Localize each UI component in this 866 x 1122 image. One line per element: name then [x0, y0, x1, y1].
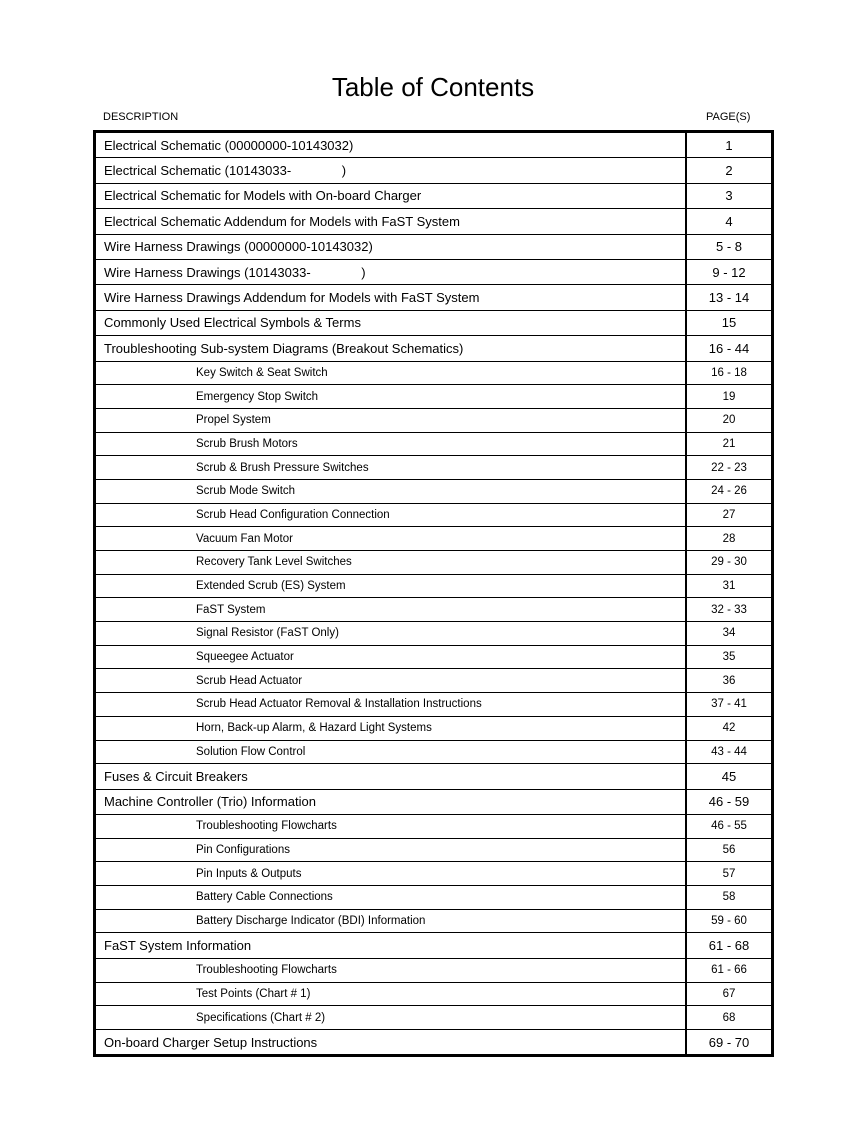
toc-subsection-row	[95, 527, 773, 551]
toc-entry-pages: 43 - 44	[686, 740, 773, 764]
toc-entry-description: On-board Charger Setup Instructions	[104, 1034, 318, 1050]
toc-section-row	[95, 285, 773, 310]
toc-entry-description: Solution Flow Control	[95, 740, 687, 764]
toc-entry-pages: 61 - 68	[686, 933, 773, 958]
toc-entry-pages: 31	[686, 574, 773, 598]
toc-entry-pages: 3	[686, 183, 773, 208]
toc-entry-description: Vacuum Fan Motor	[95, 527, 687, 551]
toc-entry-description: Scrub Head Actuator	[95, 669, 687, 693]
toc-subsection-row	[95, 622, 773, 646]
toc-entry-description: Commonly Used Electrical Symbols & Terms	[95, 310, 687, 335]
toc-entry-pages: 15	[686, 310, 773, 335]
toc-entry-description: Battery Discharge Indicator (BDI) Information	[95, 909, 687, 933]
toc-entry-pages: 35	[686, 645, 773, 669]
toc-entry-description: Wire Harness Drawings (00000000-10143032)	[95, 234, 687, 259]
toc-subsection-row	[95, 886, 773, 910]
toc-subsection-row	[95, 958, 773, 982]
toc-entry-description: Troubleshooting Sub-system Diagrams (Breakout Schematics)	[95, 336, 687, 361]
toc-entry-description: Pin Inputs & Outputs	[95, 862, 687, 886]
toc-subsection-row	[95, 456, 773, 480]
toc-entry-description: Specifications (Chart # 2)	[95, 1006, 687, 1030]
toc-entry-description: Troubleshooting Flowcharts	[95, 958, 687, 982]
toc-subsection-row	[95, 669, 773, 693]
toc-entry-pages: 61 - 66	[686, 958, 773, 982]
toc-entry-pages: 34	[686, 622, 773, 646]
toc-entry-pages: 46 - 55	[686, 814, 773, 838]
toc-entry-description: Machine Controller (Trio) Information	[95, 789, 687, 814]
toc-entry-description: Propel System	[95, 408, 687, 432]
toc-entry-description: Pin Configurations	[95, 838, 687, 862]
toc-entry-pages: 29 - 30	[686, 551, 773, 575]
toc-subsection-row	[95, 385, 773, 409]
toc-subsection-row	[95, 693, 773, 717]
toc-entry-description: Scrub Head Configuration Connection	[95, 503, 687, 527]
toc-entry-description: Scrub Brush Motors	[95, 432, 687, 456]
toc-entry-description: Electrical Schematic for Models with On-board Charger	[95, 183, 687, 208]
toc-subsection-row	[95, 740, 773, 764]
toc-subsection-row	[95, 838, 773, 862]
toc-subsection-row	[95, 982, 773, 1006]
toc-entry-description: Wire Harness Drawings Addendum for Models with FaST System	[95, 285, 687, 310]
toc-entry-pages: 28	[686, 527, 773, 551]
toc-subsection-row	[95, 361, 773, 385]
toc-subsection-row	[95, 716, 773, 740]
toc-section-row	[95, 259, 773, 284]
toc-entry-pages: 20	[686, 408, 773, 432]
toc-entry-pages: 68	[686, 1006, 773, 1030]
toc-entry-pages: 4	[686, 209, 773, 234]
toc-entry-description: Test Points (Chart # 1)	[95, 982, 687, 1006]
toc-section-row	[95, 234, 773, 259]
toc-subsection-row	[95, 909, 773, 933]
toc-entry-pages: 9 - 12	[686, 259, 773, 284]
toc-section-row	[95, 132, 773, 158]
toc-entry-description: Key Switch & Seat Switch	[95, 361, 687, 385]
toc-entry-pages: 2	[686, 158, 773, 183]
toc-section-row	[95, 789, 773, 814]
toc-entry-description: Electrical Schematic Addendum for Models with FaST System	[95, 209, 687, 234]
toc-entry-pages: 24 - 26	[686, 479, 773, 503]
toc-entry-pages: 27	[686, 503, 773, 527]
pages-column-header: PAGE(S)	[706, 111, 751, 123]
toc-entry-pages: 32 - 33	[686, 598, 773, 622]
toc-entry-pages: 1	[686, 132, 773, 158]
toc-body	[95, 132, 773, 1056]
toc-entry-description: Electrical Schematic (10143033- )	[95, 158, 687, 183]
toc-section-row	[95, 764, 773, 789]
toc-entry-pages: 42	[686, 716, 773, 740]
toc-entry-description: FaST System Information	[95, 933, 687, 958]
toc-entry-description: Wire Harness Drawings (10143033- )	[95, 259, 687, 284]
toc-entry-pages: 36	[686, 669, 773, 693]
toc-entry-description: Squeegee Actuator	[95, 645, 687, 669]
toc-table	[93, 130, 774, 1057]
toc-entry-pages: 45	[686, 764, 773, 789]
toc-entry-description: Horn, Back-up Alarm, & Hazard Light Systems	[95, 716, 687, 740]
toc-section-row	[95, 336, 773, 361]
toc-subsection-row	[95, 574, 773, 598]
toc-entry-pages: 19	[686, 385, 773, 409]
toc-entry-description: Extended Scrub (ES) System	[95, 574, 687, 598]
toc-section-row	[95, 183, 773, 208]
toc-entry-pages: 5 - 8	[686, 234, 773, 259]
toc-subsection-row	[95, 479, 773, 503]
toc-entry-description: Scrub Head Actuator Removal & Installation Instructions	[95, 693, 687, 717]
toc-subsection-row	[95, 645, 773, 669]
toc-section-row	[95, 209, 773, 234]
toc-entry-description: Scrub & Brush Pressure Switches	[95, 456, 687, 480]
toc-subsection-row	[95, 598, 773, 622]
toc-section-row	[95, 158, 773, 183]
toc-entry-description: Scrub Mode Switch	[95, 479, 687, 503]
toc-section-row	[95, 933, 773, 958]
toc-entry-description: Recovery Tank Level Switches	[95, 551, 687, 575]
description-column-header: DESCRIPTION	[103, 111, 179, 123]
toc-subsection-row	[95, 814, 773, 838]
toc-entry-pages: 16 - 18	[686, 361, 773, 385]
toc-entry-pages: 59 - 60	[686, 909, 773, 933]
toc-entry-description: Electrical Schematic (00000000-10143032)	[95, 132, 687, 158]
toc-entry-pages: 22 - 23	[686, 456, 773, 480]
toc-subsection-row	[95, 432, 773, 456]
toc-section-row	[95, 1029, 773, 1055]
toc-subsection-row	[95, 862, 773, 886]
toc-entry-pages: 57	[686, 862, 773, 886]
toc-entry-pages: 21	[686, 432, 773, 456]
toc-entry-pages: 56	[686, 838, 773, 862]
toc-entry-pages: 67	[686, 982, 773, 1006]
toc-subsection-row	[95, 503, 773, 527]
toc-entry-description: FaST System	[95, 598, 687, 622]
toc-subsection-row	[95, 1006, 773, 1030]
toc-entry-description: Signal Resistor (FaST Only)	[95, 622, 687, 646]
page-title: Table of Contents	[331, 72, 535, 102]
toc-entry-pages: 16 - 44	[686, 336, 773, 361]
toc-entry-description: Fuses & Circuit Breakers	[95, 764, 687, 789]
toc-entry-description: Battery Cable Connections	[95, 886, 687, 910]
toc-entry-pages: 46 - 59	[686, 789, 773, 814]
toc-entry-pages: 69 - 70	[686, 1029, 773, 1055]
toc-section-row	[95, 310, 773, 335]
toc-entry-description: Emergency Stop Switch	[95, 385, 687, 409]
toc-subsection-row	[95, 408, 773, 432]
toc-entry-pages: 58	[686, 886, 773, 910]
toc-entry-pages: 13 - 14	[686, 285, 773, 310]
toc-entry-description: Troubleshooting Flowcharts	[95, 814, 687, 838]
toc-entry-pages: 37 - 41	[686, 693, 773, 717]
toc-subsection-row	[95, 551, 773, 575]
